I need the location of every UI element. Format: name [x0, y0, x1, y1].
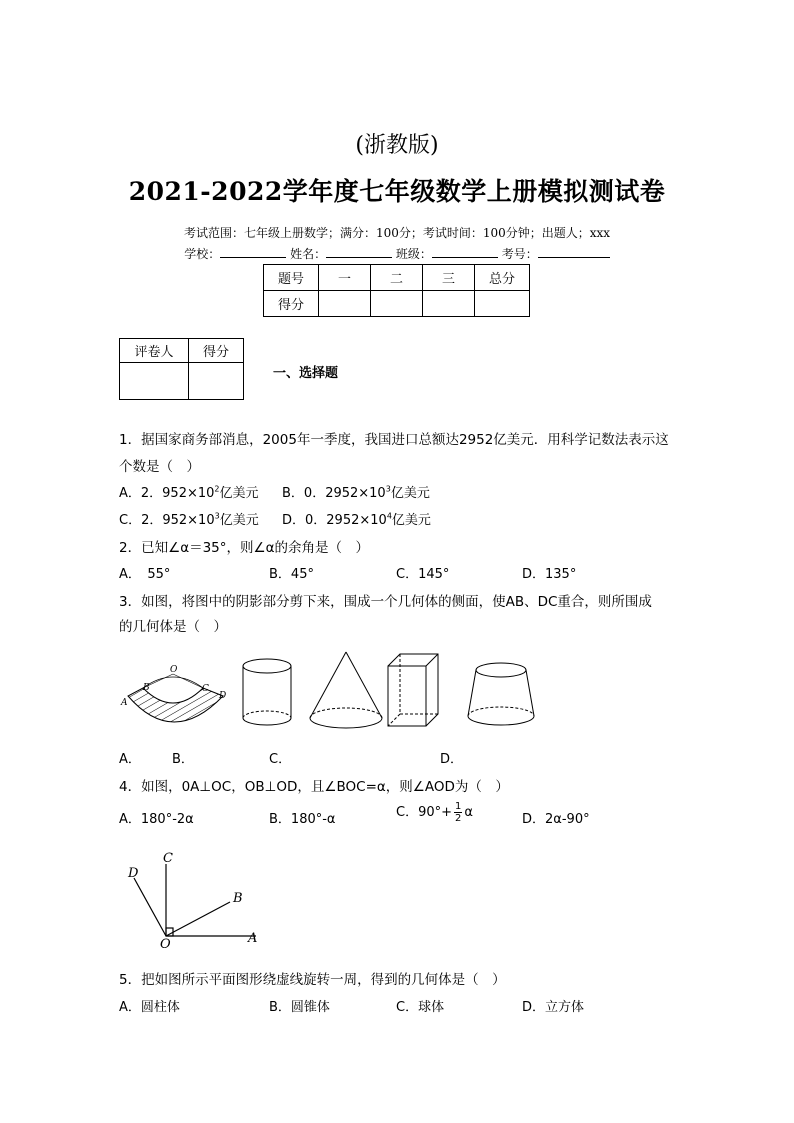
name-blank[interactable]	[326, 245, 392, 258]
student-fields	[0, 245, 794, 262]
school-blank[interactable]	[220, 245, 286, 258]
svg-text:B: B	[143, 683, 150, 693]
grader-header: 评卷人	[120, 339, 189, 363]
section-title: 一、选择题	[273, 366, 339, 381]
score-row-label: 得分	[264, 291, 319, 317]
q3-stem-line1: 3．如图，将图中的阴影部分剪下来，围成一个几何体的侧面，使AB、DC重合，则所围成	[119, 594, 652, 610]
q4-option-b: B．180°-α	[269, 812, 336, 827]
frustum-figure	[468, 663, 534, 725]
svg-text:A: A	[121, 698, 128, 708]
score-header-cell: 一	[319, 265, 371, 291]
q2-option-b: B．45°	[269, 567, 314, 582]
q2-stem: 2．已知∠α＝35°，则∠α的余角是（ ）	[119, 540, 370, 556]
q4-option-c: C．90°+ $\frac{1}{2}$ α	[396, 801, 473, 824]
name-label: 姓名：	[290, 247, 327, 261]
score-cell[interactable]	[319, 291, 371, 317]
q5-option-a: A．圆柱体	[119, 1000, 180, 1015]
q3-option-c: C．	[269, 752, 292, 767]
score-cell[interactable]	[371, 291, 423, 317]
class-blank[interactable]	[432, 245, 498, 258]
svg-text:O: O	[170, 665, 178, 675]
q1-stem-line2: 个数是（ ）	[119, 459, 200, 475]
q2-option-a: A． 55°	[119, 567, 171, 582]
q2-option-c: C．145°	[396, 567, 450, 582]
q1-option-a: A．2．$952\times 10^2$亿美元	[119, 484, 259, 501]
grader-score-header: 得分	[189, 339, 244, 363]
score-header-cell: 题号	[264, 265, 319, 291]
q5-option-d: D．立方体	[522, 1000, 585, 1015]
exam-info: 考试范围：七年级上册数学；满分：100分；考试时间：100分钟；出题人；xxx	[183, 226, 611, 240]
score-header-cell: 总分	[475, 265, 530, 291]
q5-option-c: C．球体	[396, 1000, 445, 1015]
cone-figure	[310, 652, 382, 728]
q3-figures	[118, 648, 538, 740]
q3-option-b: B．	[172, 752, 194, 767]
annular-sector-figure	[120, 665, 226, 731]
q1-option-c: C．2．$952\times 10^3$亿美元	[119, 511, 259, 528]
q1-stem-line1: 1．据国家商务部消息，2005年一季度，我国进口总额达2952亿美元．用科学记数法表示这	[119, 432, 669, 448]
edition-label: (浙教版)	[355, 133, 439, 158]
grader-score-cell[interactable]	[189, 363, 244, 400]
q4-stem: 4．如图，0A⊥OC，OB⊥OD，且∠BOC=α，则∠AOD为（ ）	[119, 779, 509, 795]
grader-table	[119, 338, 244, 400]
svg-text:A: A	[248, 931, 258, 946]
q3-option-a: A．	[119, 752, 141, 767]
paper-title: 2021-2022学年度七年级数学上册模拟测试卷	[128, 177, 666, 206]
q5-option-b: B．圆锥体	[269, 1000, 330, 1015]
q4-angle-figure	[118, 848, 268, 950]
svg-text:D: D	[128, 866, 139, 881]
exam-number-label: 考号：	[501, 247, 538, 261]
q5-stem: 5．把如图所示平面图形绕虚线旋转一周，得到的几何体是（ ）	[119, 972, 506, 988]
school-label: 学校：	[184, 247, 221, 261]
score-cell[interactable]	[475, 291, 530, 317]
score-header-cell: 三	[423, 265, 475, 291]
svg-text:C: C	[202, 684, 209, 694]
exam-number-blank[interactable]	[538, 245, 610, 258]
q1-option-b: B．0．$2952\times 10^3$亿美元	[282, 484, 430, 501]
q4-option-a: A．180°-2α	[119, 812, 194, 827]
q2-option-d: D．135°	[522, 567, 577, 582]
score-table	[263, 264, 530, 317]
q3-stem-line2: 的几何体是（ ）	[119, 619, 227, 635]
grader-cell[interactable]	[120, 363, 189, 400]
q4-option-d: D．2α-90°	[522, 812, 590, 827]
class-label: 班级：	[395, 247, 432, 261]
q3-option-d: D．	[440, 752, 464, 767]
score-header-cell: 二	[371, 265, 423, 291]
svg-text:O: O	[160, 937, 171, 950]
q1-option-d: D．0．$2952\times 10^4$亿美元	[282, 511, 431, 528]
svg-text:D: D	[219, 691, 227, 701]
score-cell[interactable]	[423, 291, 475, 317]
prism-figure	[388, 654, 438, 726]
svg-text:C: C	[163, 851, 173, 866]
cylinder-figure	[243, 659, 291, 725]
svg-text:B: B	[233, 891, 243, 906]
